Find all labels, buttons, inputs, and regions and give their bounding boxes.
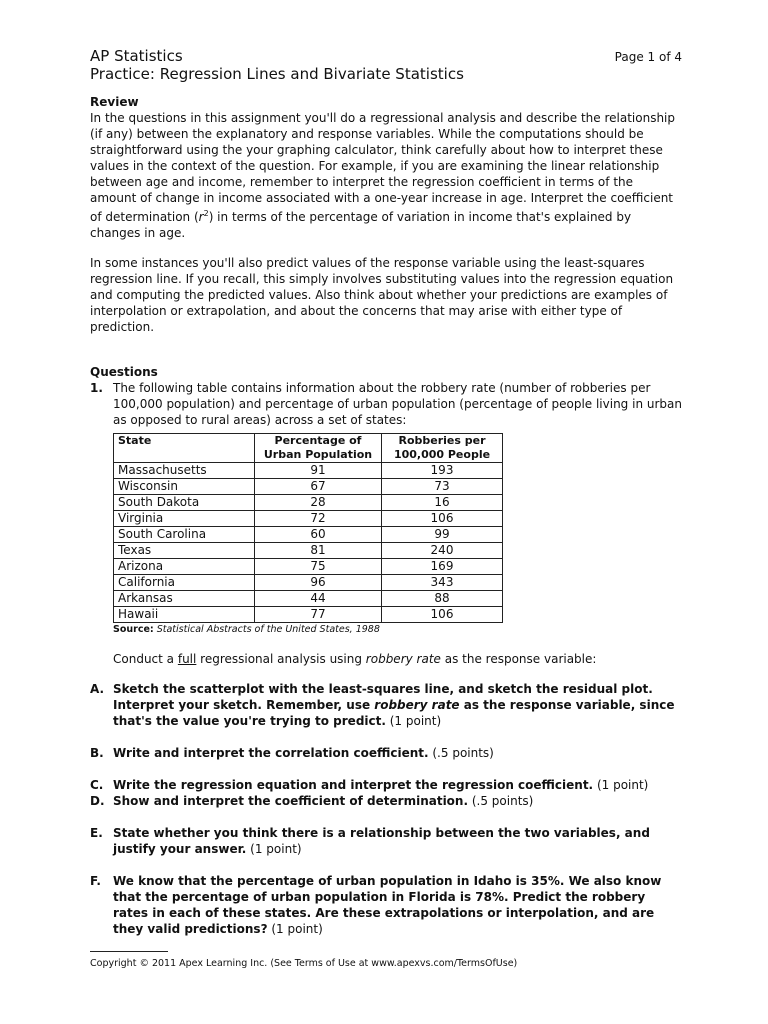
item-c	[90, 777, 682, 793]
instruction-part: as the response variable:	[440, 652, 597, 666]
review-heading: Review	[90, 95, 139, 109]
page-title: Practice: Regression Lines and Bivariate Statistics	[90, 65, 464, 83]
item-a	[90, 681, 682, 729]
cell-state: California	[114, 575, 255, 591]
column-header-state: State	[114, 434, 255, 463]
cell-urban-pct: 28	[255, 495, 382, 511]
cell-urban-pct: 75	[255, 559, 382, 575]
cell-state: South Carolina	[114, 527, 255, 543]
cell-state: Virginia	[114, 511, 255, 527]
item-a-variable: robbery rate	[374, 698, 460, 712]
instruction-text	[113, 651, 682, 667]
item-points: (1 point)	[593, 778, 649, 792]
footer-rule	[90, 951, 168, 952]
item-f	[90, 873, 682, 937]
question-1-text: The following table contains information about the robbery rate (number of robberies per 100,000 population) and percentage of urban population (percentage of people living in urban as opposed to rural areas) across a set of states:	[113, 381, 682, 427]
item-d-text: Show and interpret the coefficient of determination.	[113, 794, 469, 808]
item-points: (.5 points)	[468, 794, 534, 808]
table-row	[114, 591, 503, 607]
cell-state: Massachusetts	[114, 463, 255, 479]
cell-state: Arizona	[114, 559, 255, 575]
item-e-text: State whether you think there is a relationship between the two variables, and justify your answer.	[113, 826, 650, 856]
cell-robberies: 88	[382, 591, 503, 607]
cell-state: South Dakota	[114, 495, 255, 511]
instruction-part: regressional analysis using	[196, 652, 366, 666]
table-row	[114, 559, 503, 575]
questions-heading: Questions	[90, 365, 158, 379]
review-p1-text-end: ) in terms of the percentage of variation in income that's explained by changes in age.	[90, 210, 632, 240]
cell-robberies: 343	[382, 575, 503, 591]
item-b-text: Write and interpret the correlation coefficient.	[113, 746, 429, 760]
document-footer	[90, 951, 682, 970]
source-label: Source:	[113, 624, 154, 635]
instruction-part: Conduct a	[113, 652, 178, 666]
cell-robberies: 240	[382, 543, 503, 559]
item-label: F.	[90, 874, 101, 888]
item-points: (1 point)	[246, 842, 302, 856]
review-paragraph-1	[90, 110, 682, 241]
item-label: C.	[90, 778, 104, 792]
table-source	[113, 623, 682, 636]
cell-robberies: 99	[382, 527, 503, 543]
item-label: B.	[90, 746, 104, 760]
cell-state: Arkansas	[114, 591, 255, 607]
cell-state: Texas	[114, 543, 255, 559]
cell-urban-pct: 91	[255, 463, 382, 479]
item-e	[90, 825, 682, 857]
question-number: 1.	[90, 381, 103, 395]
cell-robberies: 106	[382, 511, 503, 527]
page-number: Page 1 of 4	[614, 50, 682, 64]
item-b	[90, 745, 682, 761]
table-row	[114, 463, 503, 479]
source-title: Statistical Abstracts of the United States	[156, 624, 350, 635]
cell-urban-pct: 44	[255, 591, 382, 607]
table-row	[114, 607, 503, 623]
item-a-text-end: as the response variable, since that's the value you're trying to predict.	[113, 698, 675, 728]
cell-urban-pct: 72	[255, 511, 382, 527]
cell-urban-pct: 81	[255, 543, 382, 559]
item-points: (1 point)	[267, 922, 323, 936]
column-header-urban: Percentage of Urban Population	[255, 434, 382, 463]
cell-urban-pct: 60	[255, 527, 382, 543]
source-year: , 1988	[349, 624, 380, 635]
cell-urban-pct: 96	[255, 575, 382, 591]
item-a-text: Sketch the scatterplot with the least-squares line, and sketch the residual plot. Interpret your sketch. Remember, use	[113, 682, 653, 712]
item-c-text: Write the regression equation and interpret the regression coefficient.	[113, 778, 594, 792]
document-header	[90, 47, 682, 83]
item-points: (.5 points)	[428, 746, 494, 760]
cell-robberies: 73	[382, 479, 503, 495]
cell-robberies: 16	[382, 495, 503, 511]
table-row	[114, 575, 503, 591]
table-row	[114, 495, 503, 511]
item-points: (1 point)	[385, 714, 442, 728]
review-p1-text: In the questions in this assignment you'll do a regressional analysis and describe the relationship (if any) between the explanatory and response variables. While the computations should be straightforward using the your graphing calculator, think carefully about how to interpret these values in the context of the question. For example, if you are examining the linear relationship between age and income, remember to interpret the regression coefficient in terms of the amount of change in income associated with a one-year increase in age. Interpret the coefficient of determination (	[90, 111, 675, 224]
cell-robberies: 169	[382, 559, 503, 575]
item-d	[90, 793, 682, 809]
table-row	[114, 527, 503, 543]
course-title: AP Statistics	[90, 47, 183, 65]
cell-robberies: 106	[382, 607, 503, 623]
table-row	[114, 511, 503, 527]
item-label: A.	[90, 682, 105, 696]
cell-state: Wisconsin	[114, 479, 255, 495]
cell-robberies: 193	[382, 463, 503, 479]
question-1	[90, 380, 682, 428]
cell-urban-pct: 67	[255, 479, 382, 495]
instruction-variable: robbery rate	[365, 652, 441, 666]
table-row	[114, 479, 503, 495]
r-exponent: 2	[203, 209, 209, 218]
cell-state: Hawaii	[114, 607, 255, 623]
cell-urban-pct: 77	[255, 607, 382, 623]
column-header-robberies: Robberies per 100,000 People	[382, 434, 503, 463]
table-header-row	[114, 434, 503, 463]
copyright-text: Copyright © 2011 Apex Learning Inc. (See Terms of Use at www.apexvs.com/TermsOfUse)	[90, 958, 518, 969]
r-symbol: r	[198, 210, 204, 224]
document-page	[90, 47, 682, 937]
table-row	[114, 543, 503, 559]
instruction-emphasis: full	[177, 652, 197, 666]
item-label: D.	[90, 794, 105, 808]
item-label: E.	[90, 826, 103, 840]
item-f-text: We know that the percentage of urban population in Idaho is 35%. We also know that the percentage of urban population in Florida is 78%. Predict the robbery rates in each of these states. Are these extrapolations or interpolation, and are they valid predictions?	[113, 874, 662, 936]
review-paragraph-2: In some instances you'll also predict values of the response variable using the least-squares regression line. If you recall, this simply involves substituting values into the regression equation and computing the predicted values. Also think about whether your predictions are examples of interpolation or extrapolation, and about the concerns that may arise with either type of prediction.	[90, 256, 674, 334]
data-table	[113, 433, 503, 623]
